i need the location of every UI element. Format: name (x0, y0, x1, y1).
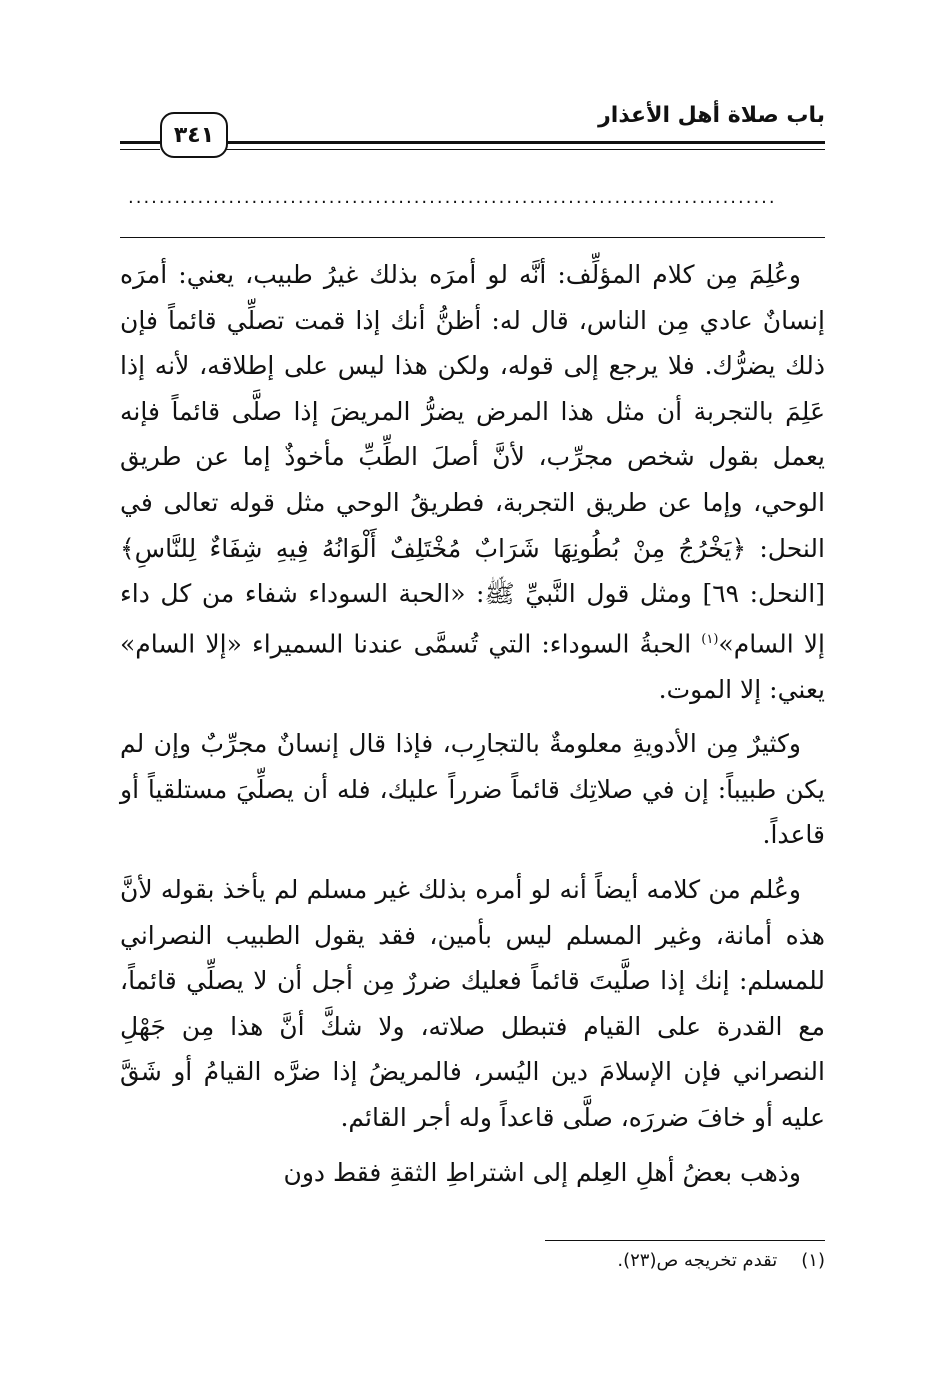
paragraph-2: وكثيرٌ مِن الأدويةِ معلومةٌ بالتجارِب، فإذا قال إنسانٌ مجرِّبٌ وإن لم يكن طبيباً: إن في صلاتِك قائماً ضرراً عليك، فله أن يصلِّيَ مستلقياً أو قاعداً. (120, 729, 825, 850)
paragraph-4: وذهب بعضُ أهلِ العِلم إلى اشتراطِ الثقةِ فقط دون (283, 1157, 801, 1187)
footnote-reference: (١) (701, 631, 719, 647)
footnote (617, 1250, 825, 1271)
page-number-box (160, 112, 228, 158)
paragraph-1 (120, 252, 825, 712)
paragraph-1-text: وعُلِمَ مِن كلام المؤلِّف: أنَّه لو أمرَه بذلك غيرُ طبيب، يعني: أمرَه إنسانٌ عادي مِن الناس، قال له: أظنُّ أنك إذا قمت تصلِّي قائماً فإن ذلك يضرُّك. فلا يرجع إلى قوله، ولكن هذا ليس على إطلاقه، لأنه إذا عَلِمَ بالتجربة أن مثل هذا المرض يضرُّ المريضَ إذا صلَّى قائماً فإنه يعمل بقول شخص مجرِّب، لأنَّ أصلَ الطِّبِّ مأخوذٌ إما عن طريق الوحي، وإما عن طريق التجربة، فطريقُ الوحي مثل قوله تعالى في النحل: ﴿يَخْرُجُ مِنْ بُطُونِهَا شَرَابٌ مُخْتَلِفٌ أَلْوَانُهُ فِيهِ شِفَاءٌ لِلنَّاسِ﴾ [النحل: ٦٩] ومثل قول النَّبيِّ ﷺ: «الحبة السوداء شفاء من كل داء إلا السام» (120, 260, 825, 659)
running-header-title: باب صلاة أهل الأعذار (598, 103, 825, 128)
footnote-text: تقدم تخريجه ص(٢٣). (617, 1250, 778, 1271)
page-number: ٣٤١ (173, 122, 215, 148)
header-rule (226, 141, 825, 150)
body-text (120, 252, 825, 1204)
footnote-rule (545, 1240, 825, 1241)
header-rule-left (120, 141, 160, 150)
paragraph-1-text-after: الحبةُ السوداء: التي تُسمَّى عندنا السميراء «إلا السام» يعني: إلا الموت. (120, 629, 825, 704)
footnote-number: (١) (801, 1250, 825, 1271)
paragraph-3: وعُلم من كلامه أيضاً أنه لو أمره بذلك غير مسلم لم يأخذ بقوله لأنَّ هذه أمانة، وغير المسلم ليس بأمين، فقد يقول الطبيب النصراني للمسلم: إنك إذا صلَّيتَ قائماً فعليك ضررٌ مِن أجل أن لا يصلِّي قائماً، مع القدرة على القيام فتبطل صلاته، ولا شكَّ أنَّ هذا مِن جَهْلِ النصراني فإن الإسلامَ دين اليُسر، فالمريضُ إذا ضرَّه القيامُ أو شَقَّ عليه أو خافَ ضررَه، صلَّى قاعداً وله أجر القائم. (120, 875, 825, 1133)
body-top-rule (120, 237, 825, 238)
dotted-separator: .................................................................................... (128, 188, 777, 208)
